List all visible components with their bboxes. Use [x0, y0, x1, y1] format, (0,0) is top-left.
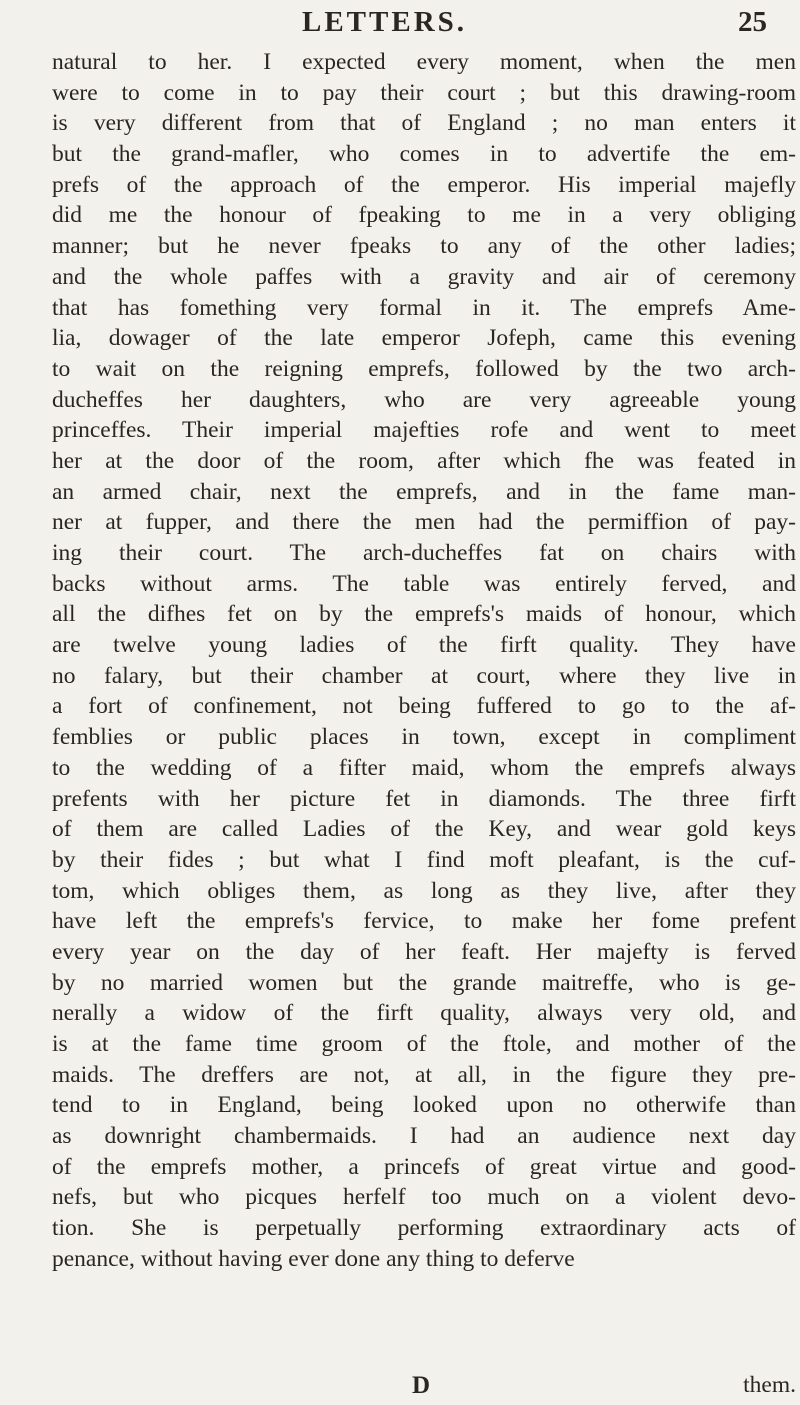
text-line: of the emprefs mother, a princefs of great virtue and good- [52, 1153, 796, 1180]
text-line: to the wedding of a fifter maid, whom the emprefs always [52, 754, 796, 781]
catchword: them. [743, 1372, 796, 1398]
text-line: all the difhes fet on by the emprefs's maids of honour, which [52, 601, 796, 628]
text-line: every year on the day of her feaft. Her majefty is ferved [52, 938, 796, 965]
letter-body-text [52, 47, 796, 1275]
running-title: LETTERS. [302, 6, 468, 38]
text-line: her at the door of the room, after which fhe was feated in [52, 447, 796, 474]
text-line: a fort of confinement, not being fuffered to go to the af- [52, 693, 796, 720]
text-line: that has fomething very formal in it. The emprefs Ame- [52, 294, 796, 321]
text-line: tend to in England, being looked upon no otherwife than [52, 1092, 796, 1119]
text-line: prefs of the approach of the emperor. His imperial majefly [52, 171, 796, 198]
page-number: 25 [738, 6, 767, 38]
page-footer [52, 1372, 796, 1402]
text-line: maids. The dreffers are not, at all, in the figure they pre- [52, 1061, 796, 1088]
text-line: prefents with her picture fet in diamonds. The three firft [52, 785, 796, 812]
text-line: and the whole paffes with a gravity and air of ceremony [52, 263, 796, 290]
text-line: backs without arms. The table was entirely ferved, and [52, 570, 796, 597]
text-line: lia, dowager of the late emperor Jofeph, came this evening [52, 325, 796, 352]
text-line: ing their court. The arch-ducheffes fat on chairs with [52, 540, 796, 566]
text-line: no falary, but their chamber at court, where they live in [52, 662, 796, 689]
text-line: by their fides ; but what I find moft pleafant, is the cuf- [52, 846, 796, 873]
text-line: of them are called Ladies of the Key, and wear gold keys [52, 816, 796, 843]
text-line: is at the fame time groom of the ftole, and mother of the [52, 1031, 796, 1057]
text-line: tion. She is perpetually performing extraordinary acts of [52, 1215, 796, 1242]
text-line: were to come in to pay their court ; but this drawing-room [52, 79, 796, 106]
text-line: have left the emprefs's fervice, to make her fome prefent [52, 908, 796, 935]
text-line: ducheffes her daughters, who are very agreeable young [52, 386, 796, 413]
text-line: princeffes. Their imperial majefties rofe and went to meet [52, 417, 796, 444]
text-line: nerally a widow of the firft quality, always very old, and [52, 1000, 796, 1027]
text-line: nefs, but who picques herfelf too much on a violent devo- [52, 1184, 796, 1211]
text-line: manner; but he never fpeaks to any of the other ladies; [52, 233, 796, 260]
text-line: natural to her. I expected every moment, when the men [52, 49, 796, 75]
text-line: an armed chair, next the emprefs, and in the fame man- [52, 478, 796, 505]
signature-mark: D [412, 1372, 431, 1399]
page-header [0, 6, 800, 46]
text-line: ner at fupper, and there the men had the permiffion of pay- [52, 509, 796, 536]
text-line: did me the honour of fpeaking to me in a very obliging [52, 202, 796, 229]
text-line: tom, which obliges them, as long as they live, after they [52, 877, 796, 904]
text-line: by no married women but the grande maitreffe, who is ge- [52, 969, 796, 996]
text-line: as downright chambermaids. I had an audience next day [52, 1123, 796, 1150]
text-line: to wait on the reigning emprefs, followed by the two arch- [52, 355, 796, 382]
text-line: but the grand-mafler, who comes in to advertife the em- [52, 141, 796, 168]
text-line: penance, without having ever done any thing to deferve [52, 1245, 575, 1272]
text-line: are twelve young ladies of the firft quality. They have [52, 632, 796, 659]
text-line: is very different from that of England ; no man enters it [52, 110, 796, 137]
text-line: femblies or public places in town, except in compliment [52, 724, 796, 751]
